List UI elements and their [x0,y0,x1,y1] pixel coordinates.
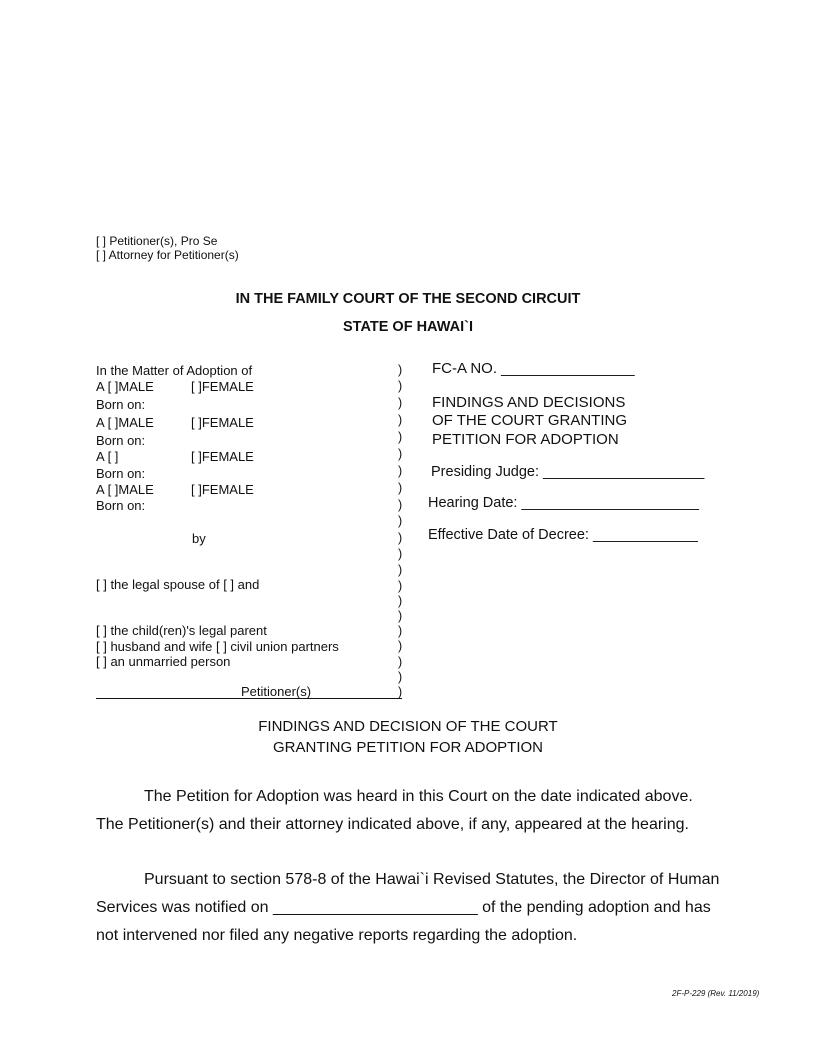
paragraph1-line1: The Petition for Adoption was heard in this Court on the date indicated above. [144,788,693,805]
caption-paren: ) [398,514,403,528]
caption-paren: ) [398,481,403,495]
caption-paren: ) [398,430,403,444]
caption-paren: ) [398,531,403,545]
paragraph2-line1: Pursuant to section 578-8 of the Hawai`i Revised Statutes, the Director of Human [144,871,720,888]
caption-paren: ) [398,685,403,699]
caption-paren: ) [398,624,403,638]
caption-paren: ) [398,670,403,684]
petitioner-label: Petitioner(s) [241,684,312,699]
caption-paren: ) [398,413,403,427]
by-label: by [192,531,206,546]
child4-sex-female: [ ]FEMALE [191,482,254,497]
child2-sex-female: [ ]FEMALE [191,415,254,430]
child1-sex-female: [ ]FEMALE [191,379,254,394]
spouse-option: [ ] the legal spouse of [ ] and [96,577,260,592]
child3-born-label: Born on: [96,466,146,481]
child3-sex-male: A [ ] [96,449,119,464]
caption-paren: ) [398,639,403,653]
pro-se-checkbox-label[interactable]: [ ] Petitioner(s), Pro Se [96,234,218,248]
right-heading-line3: PETITION FOR ADOPTION [432,431,619,448]
court-state: STATE OF HAWAI`I [343,319,473,335]
case-number-field[interactable]: FC-A NO. ________________ [432,360,635,377]
caption-paren: ) [398,396,403,410]
unmarried-option: [ ] an unmarried person [96,654,231,669]
child2-sex-male: A [ ]MALE [96,415,154,430]
child3-sex-female: [ ]FEMALE [191,449,254,464]
paragraph2-line3: not intervened nor filed any negative reports regarding the adoption. [96,927,578,944]
right-heading-line2: OF THE COURT GRANTING [432,412,628,429]
caption-paren: ) [398,498,403,512]
caption-paren: ) [398,609,403,623]
husband-wife-option: [ ] husband and wife [ ] civil union partners [96,639,339,654]
court-title: IN THE FAMILY COURT OF THE SECOND CIRCUIT [235,291,581,307]
child4-sex-male: A [ ]MALE [96,482,154,497]
form-number: 2F-P-229 (Rev. 11/2019) [672,989,760,998]
paragraph1-line2: The Petitioner(s) and their attorney indicated above, if any, appeared at the hearing. [96,816,689,833]
caption-paren: ) [398,579,403,593]
caption-paren: ) [398,547,403,561]
child1-born-label: Born on: [96,397,146,412]
caption-paren: ) [398,563,403,577]
right-heading-line1: FINDINGS AND DECISIONS [432,394,626,411]
caption-paren: ) [398,594,403,608]
hearing-date-field[interactable]: Hearing Date: ______________________ [428,495,699,511]
effective-date-field[interactable]: Effective Date of Decree: _____________ [428,527,698,543]
doc-title-line1: FINDINGS AND DECISION OF THE COURT [258,718,558,735]
child4-born-label: Born on: [96,498,146,513]
caption-paren: ) [398,464,403,478]
attorney-checkbox-label[interactable]: [ ] Attorney for Petitioner(s) [96,248,239,262]
legal-parent-option: [ ] the child(ren)'s legal parent [96,623,267,638]
caption-paren: ) [398,379,403,393]
caption-paren: ) [398,447,403,461]
child2-born-label: Born on: [96,433,146,448]
child1-sex-male: A [ ]MALE [96,379,154,394]
doc-title-line2: GRANTING PETITION FOR ADOPTION [272,739,543,756]
caption-paren: ) [398,363,403,377]
matter-label: In the Matter of Adoption of [96,363,253,378]
paragraph2-line2: Services was notified on _______________________ of the pending adoption and has [96,899,711,916]
caption-paren: ) [398,655,403,669]
presiding-judge-field[interactable]: Presiding Judge: ____________________ [431,464,705,480]
